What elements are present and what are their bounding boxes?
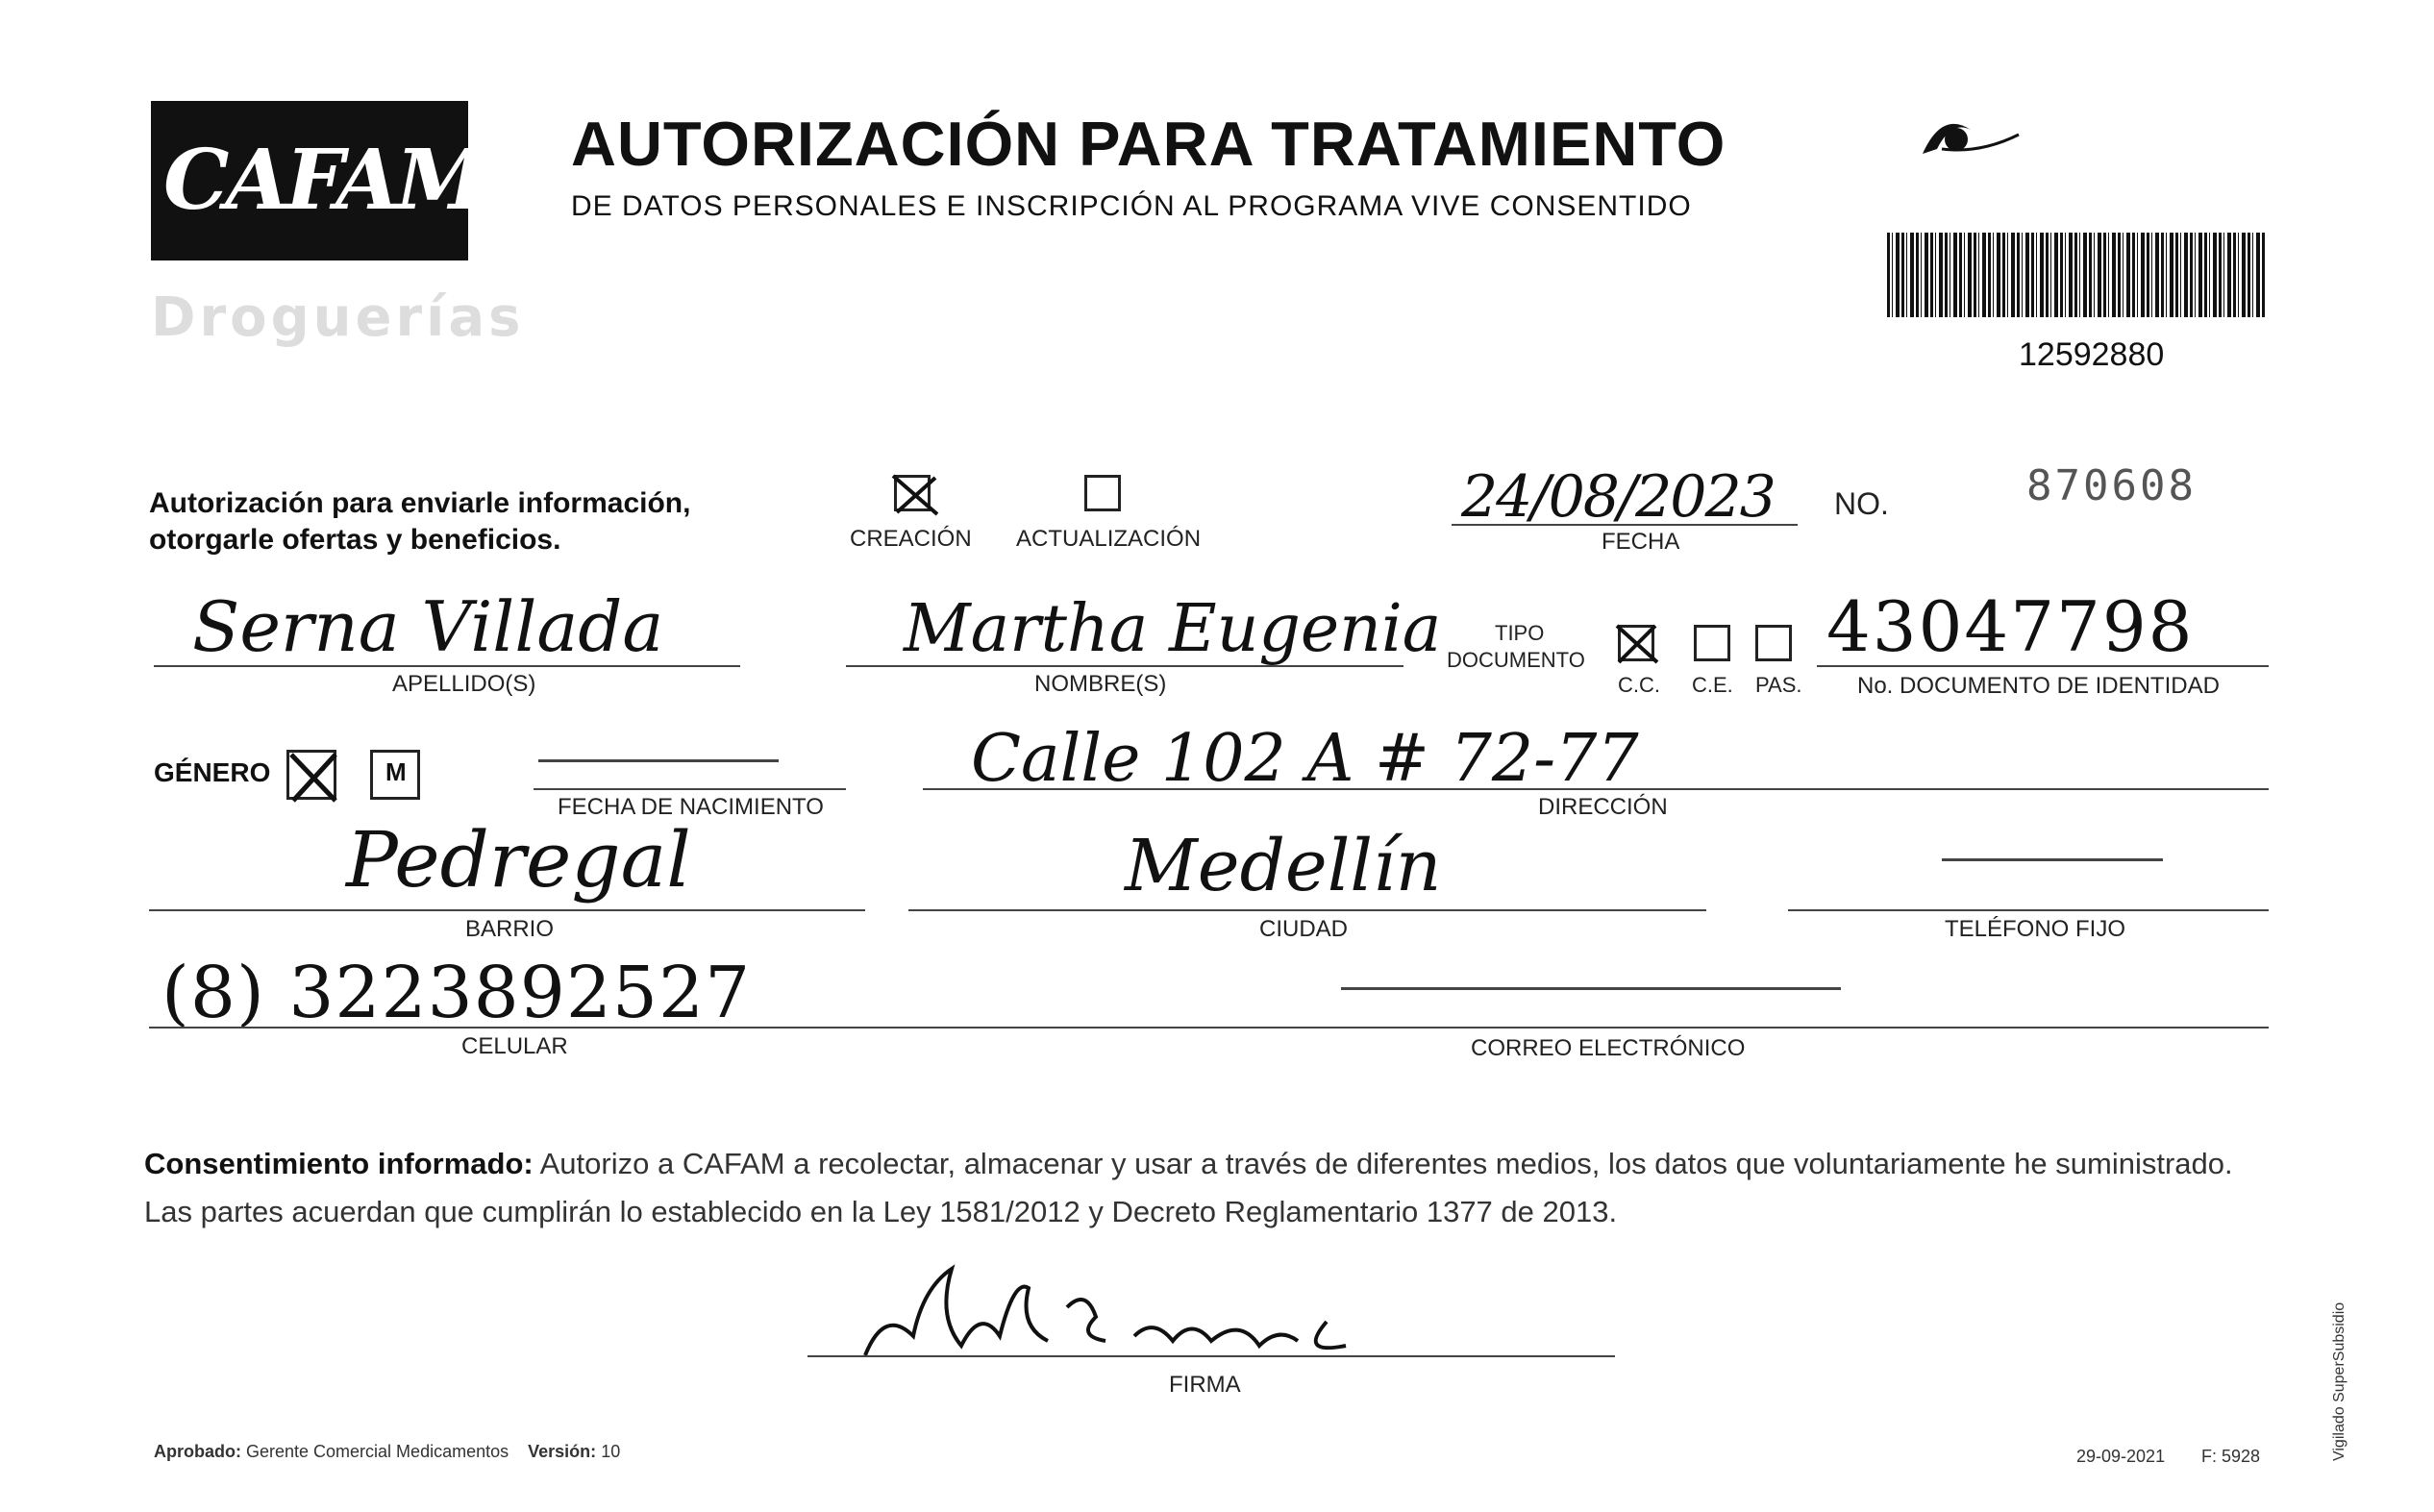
footer-code: F: 5928 xyxy=(2201,1447,2261,1466)
page-subtitle: DE DATOS PERSONALES E INSCRIPCIÓN AL PROGRAMA VIVE CONSENTIDO xyxy=(571,190,1692,222)
consent-heading: Consentimiento informado: xyxy=(144,1147,534,1180)
version-value: 10 xyxy=(601,1442,621,1461)
vertical-stamp: Vigilado SuperSubsidio xyxy=(2331,1301,2347,1461)
nombres-value[interactable]: Martha Eugenia xyxy=(904,591,1442,667)
apellidos-value[interactable]: Serna Villada xyxy=(192,586,664,667)
intro-line-1: Autorización para enviarle información, xyxy=(149,487,691,519)
consent-block xyxy=(144,1140,2278,1236)
version-label: Versión: xyxy=(528,1442,597,1461)
consent-text-1: Autorizo a CAFAM a recolectar, almacenar y usar a través de diferentes medios, los datos que voluntariamente he suministrado. xyxy=(539,1147,2233,1180)
nacimiento-line xyxy=(534,788,846,790)
apellidos-line xyxy=(154,665,740,667)
apellidos-label: APELLIDO(S) xyxy=(392,671,536,697)
ce-label: C.E. xyxy=(1692,673,1733,697)
creacion-checkbox[interactable] xyxy=(894,475,931,511)
celular-label: CELULAR xyxy=(461,1033,568,1059)
fecha-label: FECHA xyxy=(1602,529,1680,555)
x-mark-icon xyxy=(1613,622,1665,668)
x-mark-icon xyxy=(286,749,343,806)
footer-approval xyxy=(154,1442,620,1462)
creacion-label: CREACIÓN xyxy=(850,526,972,552)
actualizacion-label: ACTUALIZACIÓN xyxy=(1016,526,1202,552)
consent-line-1 xyxy=(144,1140,2278,1188)
correo-line xyxy=(908,1027,2269,1029)
aprobado-value: Gerente Comercial Medicamentos xyxy=(246,1442,509,1461)
barrio-line xyxy=(149,909,865,911)
telefono-line xyxy=(1788,909,2269,911)
telefono-label: TELÉFONO FIJO xyxy=(1945,916,2126,942)
telefono-dash xyxy=(1942,858,2163,861)
eye-logo-icon xyxy=(1913,101,2028,168)
aprobado-label: Aprobado: xyxy=(154,1442,241,1461)
direccion-value[interactable]: Calle 102 A # 72-77 xyxy=(971,721,1639,797)
ciudad-line xyxy=(908,909,1706,911)
documento-label: DOCUMENTO xyxy=(1447,648,1585,672)
sub-brand: Droguerías xyxy=(151,286,525,349)
fecha-value[interactable]: 24/08/2023 xyxy=(1461,463,1775,531)
actualizacion-checkbox[interactable] xyxy=(1084,475,1121,511)
direccion-label: DIRECCIÓN xyxy=(1538,794,1668,820)
barcode xyxy=(1887,233,2267,317)
nacimiento-dash xyxy=(538,759,779,762)
footer-date: 29-09-2021 xyxy=(2076,1447,2166,1466)
cc-label: C.C. xyxy=(1618,673,1660,697)
fecha-line xyxy=(1452,524,1798,526)
celular-value[interactable]: (8) 3223892527 xyxy=(161,952,752,1034)
no-value: 870608 xyxy=(2026,461,2197,510)
ciudad-label: CIUDAD xyxy=(1259,916,1349,942)
page-title: AUTORIZACIÓN PARA TRATAMIENTO xyxy=(571,109,1726,179)
celular-line xyxy=(149,1027,908,1029)
x-mark-icon xyxy=(889,472,947,520)
no-label: NO. xyxy=(1834,486,1889,521)
genero-f-checkbox[interactable] xyxy=(286,750,336,800)
correo-dash xyxy=(1341,987,1841,990)
genero-label: GÉNERO xyxy=(154,757,271,787)
nombres-label: NOMBRE(S) xyxy=(1034,671,1167,697)
direccion-line xyxy=(923,788,2269,790)
genero-m-label: M xyxy=(385,757,407,786)
barcode-number: 12592880 xyxy=(2019,336,2165,373)
signature-line xyxy=(807,1355,1615,1357)
barrio-label: BARRIO xyxy=(465,916,555,942)
correo-label: CORREO ELECTRÓNICO xyxy=(1471,1035,1746,1061)
pas-checkbox[interactable] xyxy=(1755,625,1792,661)
barrio-value[interactable]: Pedregal xyxy=(346,815,691,905)
authorization-intro xyxy=(149,485,690,558)
consent-text-2: Las partes acuerdan que cumplirán lo establecido en la Ley 1581/2012 y Decreto Reglamentario 1377 de 2013. xyxy=(144,1195,1618,1228)
documento-line xyxy=(1817,665,2269,667)
ciudad-value[interactable]: Medellín xyxy=(1125,825,1442,907)
documento-num-label: No. DOCUMENTO DE IDENTIDAD xyxy=(1857,673,2220,699)
logo-text: CAFAM xyxy=(163,132,484,229)
intro-line-2: otorgarle ofertas y beneficios. xyxy=(149,524,561,556)
nacimiento-label: FECHA DE NACIMIENTO xyxy=(558,794,824,820)
tipo-label: TIPO xyxy=(1495,621,1545,645)
cc-checkbox[interactable] xyxy=(1618,625,1654,661)
nombres-line xyxy=(846,665,1403,667)
pas-label: PAS. xyxy=(1755,673,1802,697)
signature-label: FIRMA xyxy=(1169,1372,1241,1398)
ce-checkbox[interactable] xyxy=(1694,625,1730,661)
documento-value[interactable]: 43047798 xyxy=(1826,586,2195,667)
